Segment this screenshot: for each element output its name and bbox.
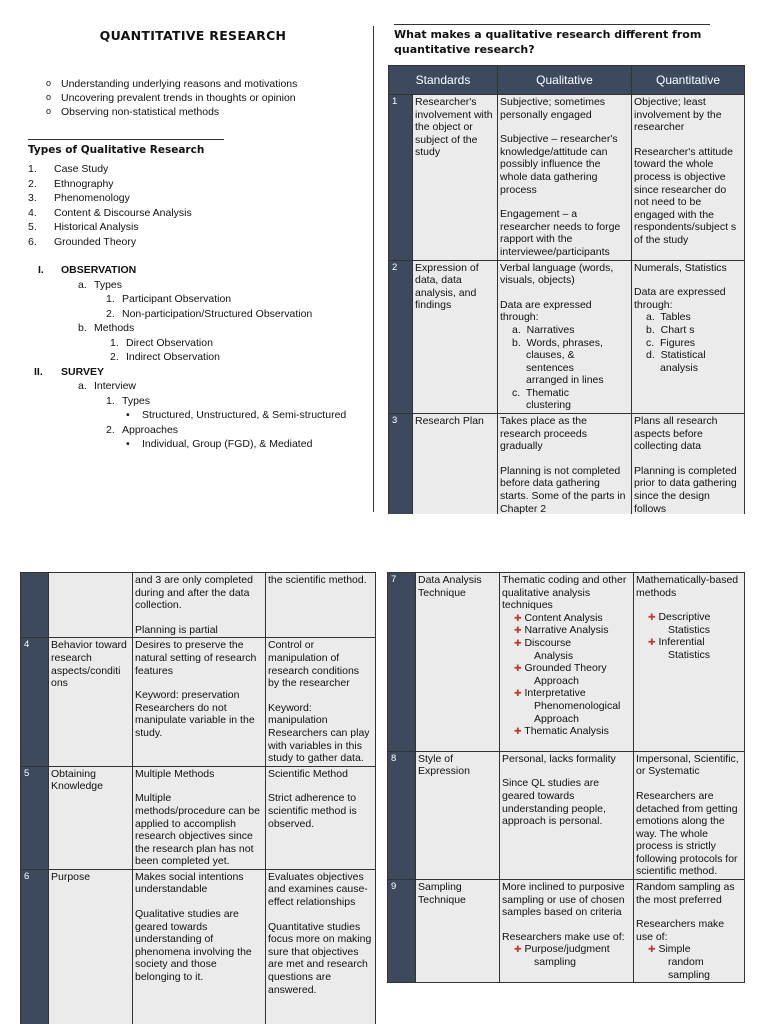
table-row [389,414,745,514]
row-number: 1 [389,95,413,261]
arrow-bullet-icon: ✚ [514,625,522,636]
row-number: 4 [21,638,49,766]
list-item: o Observing non-statistical methods [46,105,362,119]
comparison-table [388,65,745,514]
quantitative-cell: Plans all research aspects before collecting data Planning is completed prior to data gathering since the design follows [632,414,745,514]
comparison-table-clip [388,65,748,514]
outline [24,263,362,452]
standard-cell: Obtaining Knowledge [49,766,133,869]
outline-item: 2. Indirect Observation [110,351,220,363]
divider [28,139,224,140]
column-header: Quantitative [632,66,745,95]
row-number: 5 [21,766,49,869]
arrow-bullet-icon: ✚ [514,612,522,623]
types-list [28,162,362,249]
outline-item: a. Interview [78,380,137,392]
quantitative-cell: Random sampling as the most preferred Researchers make use of: ✚ Simple random sampling [634,880,745,983]
focus-list [46,77,362,119]
row-number: 8 [388,751,416,879]
list-item: 2. Ethnography [28,177,114,190]
quantitative-cell: Numerals, Statistics Data are expressed through: a. Tables b. Chart s c. Figures d. Statistical analysis [632,260,745,414]
question-heading: What makes a qualitative research different from quantitative research? [394,28,702,56]
quantitative-cell: the scientific method. [266,573,376,638]
qualitative-cell: More inclined to purposive sampling or use of chosen samples based on criteria Researchers make use of: ✚ Purpose/judgment sampling [500,880,634,983]
arrow-bullet-icon: ✚ [648,637,656,648]
standard-cell: Expression of data, data analysis, and findings [413,260,498,414]
list-item: 1. Case Study [28,163,109,175]
list-item: 5. Historical Analysis [28,221,139,233]
qualitative-cell: Verbal language (words, visuals, objects) Data are expressed through: a. Narratives b. Words, phrases, clauses, & sentences arranged in lines c. Thematic clustering [498,260,632,414]
comparison-table-continued [20,572,376,1024]
table-row [388,751,745,879]
outline-heading: I. OBSERVATION [38,264,137,276]
table-row [389,95,745,261]
quantitative-cell: Evaluates objectives and examines cause-effect relationships Quantitative studies focus more on making sure that objectives are met and research questions are answered. [266,869,376,1024]
list-item: o Uncovering prevalent trends in thoughts or opinion [46,91,362,105]
row-number [21,573,49,638]
column-header: Qualitative [498,66,632,95]
quantitative-cell: Objective; least involvement by the researcher Researcher's attitude toward the whole process is objective since researcher do not need to be engaged with the respondents/subject s of the study [632,95,745,261]
row-number: 3 [389,414,413,514]
qualitative-cell: Desires to preserve the natural setting of research features Keyword: preservation Researchers do not manipulate variable in the study. [133,638,266,766]
outline-item: 1. Direct Observation [110,336,213,349]
table-row [389,260,745,414]
column-divider [373,26,374,512]
standard-cell: Research Plan [413,414,498,514]
table-row [388,880,745,983]
list-item: 6. Grounded Theory [28,235,137,248]
table-row [21,638,376,766]
standard-cell: Style of Expression [416,751,500,879]
standard-cell: Data Analysis Technique [416,573,500,752]
quantitative-cell: Scientific Method Strict adherence to scientific method is observed. [266,766,376,869]
standard-cell: Purpose [49,869,133,1024]
arrow-bullet-icon: ✚ [514,637,522,648]
outline-item: a. Types [78,278,123,291]
list-item: o Understanding underlying reasons and motivations [46,77,362,91]
table-header-row [389,66,745,95]
row-number: 7 [388,573,416,752]
outline-item: 2. Non-participation/Structured Observation [106,307,313,320]
divider [394,24,710,25]
quantitative-cell: Impersonal, Scientific, or Systematic Researchers are detached from getting emotions along the way. The whole process is strictly following protocols for scientific method. [634,751,745,879]
standard-cell: Researcher's involvement with the object or subject of the study [413,95,498,261]
page1-left-column [24,22,362,452]
qualitative-cell: Personal, lacks formality Since QL studies are geared towards understanding people, approach is personal. [500,751,634,879]
arrow-bullet-icon: ✚ [648,944,656,955]
row-number: 9 [388,880,416,983]
arrow-bullet-icon: ✚ [514,688,522,699]
section-title: Types of Qualitative Research [28,144,205,156]
comparison-table-continued-2 [387,572,745,983]
outline-item: b. Methods [78,322,135,334]
page2-left-table-clip [20,572,380,1024]
table-row [21,573,376,638]
standard-cell [49,573,133,638]
page1-right-column [388,18,748,514]
quantitative-cell: Mathematically-based methods ✚ Descriptive Statistics ✚ Inferential Statistics [634,573,745,752]
qualitative-cell: Takes place as the research proceeds gradually Planning is not completed before data gathering starts. Some of the parts in Chapter 2 [498,414,632,514]
standard-cell: Sampling Technique [416,880,500,983]
row-number: 2 [389,260,413,414]
list-item: 4. Content & Discourse Analysis [28,206,192,219]
qualitative-cell: Thematic coding and other qualitative analysis techniques ✚ Content Analysis ✚ Narrative Analysis ✚ Discourse Analysis ✚ Grounded Theory Approach ✚ Interpretative Phenomenological Approach ✚ Thematic Analysis [500,573,634,752]
qualitative-cell: Multiple Methods Multiple methods/procedure can be applied to accomplish research objectives since the research plan has not been completed yet. [133,766,266,869]
arrow-bullet-icon: ✚ [514,663,522,674]
quantitative-cell: Control or manipulation of research conditions by the researcher Keyword: manipulation Researchers can play with variables in this study to gather data. [266,638,376,766]
qualitative-cell: and 3 are only completed during and after the data collection. Planning is partial [133,573,266,638]
table-row [388,573,745,752]
outline-heading: II. SURVEY [34,365,104,378]
qualitative-cell: Subjective; sometimes personally engaged Subjective – researcher's knowledge/attitude can possibly influence the whole data gathering process Engagement – a researcher needs to forge rapport with the interviewee/participants [498,95,632,261]
column-header: Standards [389,66,498,95]
page-title: QUANTITATIVE RESEARCH [99,28,287,43]
standard-cell: Behavior toward research aspects/conditi ons [49,638,133,766]
arrow-bullet-icon: ✚ [514,726,522,737]
arrow-bullet-icon: ✚ [648,612,656,623]
outline-item: 1. Types [106,394,151,407]
table-row [21,766,376,869]
outline-item: • Structured, Unstructured, & Semi-structured [126,409,347,421]
arrow-bullet-icon: ✚ [514,944,522,955]
list-item: 3. Phenomenology [28,192,130,204]
outline-item: 1. Participant Observation [106,293,232,305]
page2-right-table-clip [387,572,747,1024]
row-number: 6 [21,869,49,1024]
qualitative-cell: Makes social intentions understandable Qualitative studies are geared towards understanding of phenomena involving the society and those belonging to it. [133,869,266,1024]
table-row [21,869,376,1024]
outline-item: 2. Approaches [106,423,179,436]
outline-item: • Individual, Group (FGD), & Mediated [126,438,313,450]
